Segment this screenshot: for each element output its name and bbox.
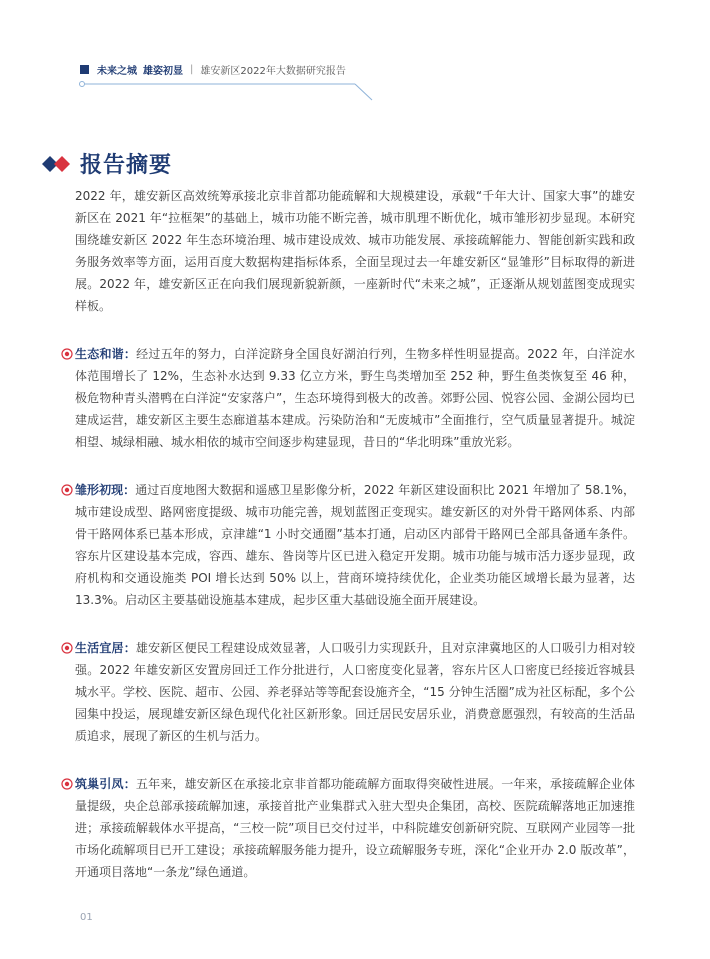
summary-item-relocation <box>75 773 635 883</box>
item-text: 雄安新区便民工程建设成效显著，人口吸引力实现跃升，且对京津冀地区的人口吸引力相对较强。2022 年雄安新区安置房回迁工作分批进行，人口密度变化显著，容东片区人口密度已经接近容城县城水平。学校、医院、超市、公园、养老驿站等等配套设施齐全，“15 分钟生活圈”成为社区标配，多个公园集中投运，展现雄安新区绿色现代化社区新形象。回迁居民安居乐业，消费意愿强烈，有较高的生活品质追求，展现了新区的生机与活力。 <box>75 641 635 743</box>
header-brand-1: 未来之城 <box>97 65 137 77</box>
bullet-icon <box>61 778 73 790</box>
item-keyword: 生态和谐： <box>75 347 137 361</box>
intro-paragraph: 2022 年，雄安新区高效统筹承接北京非首都功能疏解和大规模建设，承载“千年大计、国家大事”的雄安新区在 2021 年“拉框架”的基础上，城市功能不断完善，城市肌理不断优化，城市雏形初步显现。本研究围绕雄安新区 2022 年生态环境治理、城市建设成效、城市功能发展、承接疏解能力、智能创新实践和政务服务效率等方面，运用百度大数据构建指标体系，全面呈现过去一年雄安新区“显雏形”目标取得的新进展。2022 年，雄安新区正在向我们展现新貌新颜，一座新时代“未来之城”，正逐渐从规划蓝图变成现实样板。 <box>75 189 635 313</box>
bullet-icon <box>61 642 73 654</box>
item-text: 通过百度地图大数据和遥感卫星影像分析，2022 年新区建设面积比 2021 年增加了 58.1%，城市建设成型、路网密度提级、城市功能完善，规划蓝图正变现实。雄安新区的对外骨干路网体系、内部骨干路网体系已基本形成，京津雄“1 小时交通圈”基本打通，启动区内部骨干路网已全部具备通车条件。容东片区建设基本完成，容西、雄东、昝岗等片区已进入稳定开发期。城市功能与城市活力逐步显现，政府机构和交通设施类 POI 增长达到 50% 以上，营商环境持续优化，企业类功能区域增长最为显著，达 13.3%。启动区主要基础设施基本建成，起步区重大基础设施全面开展建设。 <box>75 483 635 607</box>
header-subtitle: 雄安新区2022年大数据研究报告 <box>200 65 346 77</box>
summary-item-livability <box>75 637 635 747</box>
section-heading <box>42 148 172 179</box>
bullet-icon <box>61 348 73 360</box>
item-text: 五年来，雄安新区在承接北京非首都功能疏解方面取得突破性进展。一年来，承接疏解企业体量提级，央企总部承接疏解加速，承接首批产业集群式入驻大型央企集团，高校、医院疏解落地正加速推进；承接疏解载体水平提高，“三校一院”项目已交付过半，中科院雄安创新研究院、互联网产业园等一批市场化疏解项目已开工建设；承接疏解服务能力提升，设立疏解服务专班，深化“企业开办 2.0 版改革”，开通项目落地“一条龙”绿色通道。 <box>75 777 635 879</box>
bullet-icon <box>61 484 73 496</box>
item-keyword: 筑巢引凤： <box>75 777 136 791</box>
item-keyword: 雏形初现： <box>75 483 136 497</box>
summary-item-ecology <box>75 343 635 453</box>
diamond-icon <box>42 154 72 174</box>
summary-item-prototype <box>75 479 635 611</box>
page-number: 01 <box>80 912 93 923</box>
abstract-body <box>75 185 635 883</box>
header-separator: | <box>190 63 194 75</box>
section-title: 报告摘要 <box>80 153 173 178</box>
item-text: 经过五年的努力，白洋淀跻身全国良好湖泊行列，生物多样性明显提高。2022 年，白洋淀水体范围增长了 12%，生态补水达到 9.33 亿立方米，野生鸟类增加至 252 种，野生鱼类恢复至 46 种，极危物种青头潜鸭在白洋淀“安家落户”，生态环境得到极大的改善。郊野公园、悦容公园、金湖公园均已建成运营，雄安新区主要生态廊道基本建成。污染防治和“无废城市”全面推行，空气质量显著提升。城淀相望、城绿相融、城水相依的城市空间逐步构建显现，昔日的“华北明珠”重放光彩。 <box>75 347 635 449</box>
item-keyword: 生活宜居： <box>75 641 136 655</box>
header-brand-2: 雄姿初显 <box>143 65 183 77</box>
header-rule <box>0 0 710 110</box>
